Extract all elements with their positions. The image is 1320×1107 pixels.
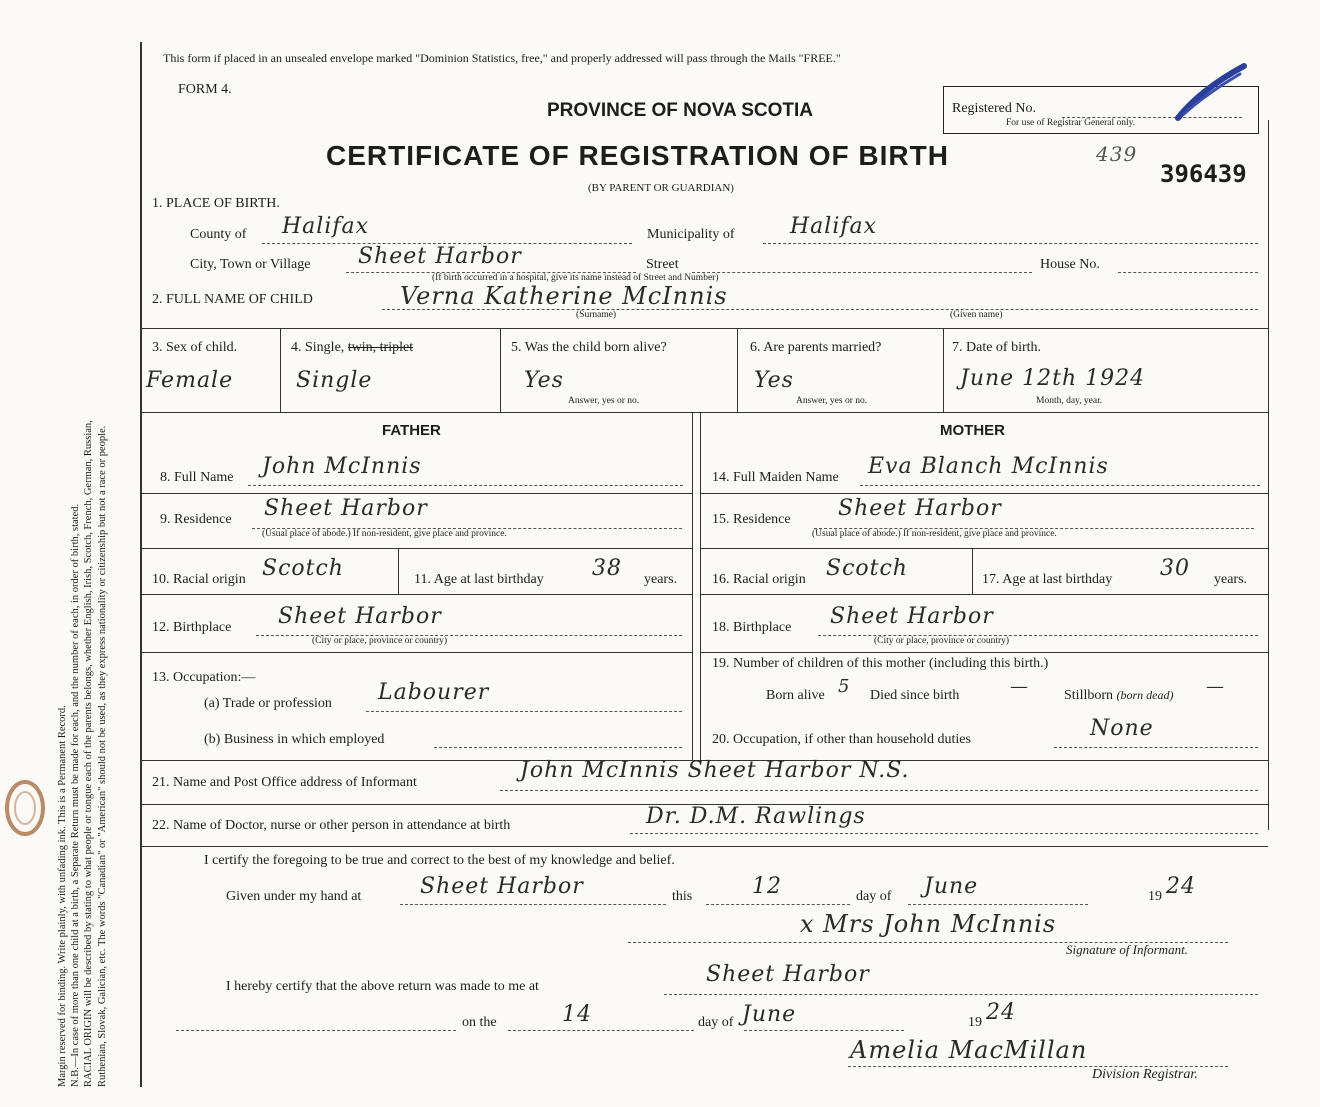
reg-year-prefix: 19 bbox=[968, 1015, 982, 1030]
mother-birthplace-value: Sheet Harbor bbox=[830, 604, 994, 629]
registered-note: For use of Registrar General only. bbox=[1006, 118, 1136, 128]
father-birthplace-note: (City or place, province or country) bbox=[312, 636, 448, 646]
informant-value: John McInnis Sheet Harbor N.S. bbox=[520, 758, 910, 783]
born-alive-count-value: 5 bbox=[838, 676, 851, 697]
parents-married-value: Yes bbox=[754, 368, 794, 393]
mother-residence-label: 15. Residence bbox=[712, 512, 791, 527]
father-age-value: 38 bbox=[592, 556, 622, 581]
father-age-label: 11. Age at last birthday bbox=[414, 572, 544, 587]
died-since-birth-value: — bbox=[1010, 676, 1029, 697]
doctor-label: 22. Name of Doctor, nurse or other person in attendance at birth bbox=[152, 818, 511, 833]
trade-label: (a) Trade or profession bbox=[204, 696, 332, 711]
parents-married-label: 6. Are parents married? bbox=[750, 340, 882, 355]
single-label: 4. Single, twin, triplet bbox=[291, 340, 414, 355]
child-name-value: Verna Katherine McInnis bbox=[400, 282, 728, 310]
county-label: County of bbox=[190, 227, 247, 242]
mother-birthplace-note: (City or place, province or country) bbox=[874, 636, 1010, 646]
given-under-label: Given under my hand at bbox=[226, 889, 362, 904]
stillborn-value: — bbox=[1206, 676, 1225, 697]
children-count-label: 19. Number of children of this mother (including this birth.) bbox=[712, 656, 1049, 671]
informant-signature-label: Signature of Informant. bbox=[1066, 942, 1188, 957]
reg-day-of-label: day of bbox=[698, 1015, 734, 1030]
father-residence-note: (Usual place of abode.) If non-resident, give place and province. bbox=[262, 529, 507, 539]
surname-note: (Surname) bbox=[576, 310, 617, 320]
informant-label: 21. Name and Post Office address of Informant bbox=[152, 775, 417, 790]
sex-value: Female bbox=[146, 368, 234, 393]
mother-residence-note: (Usual place of abode.) If non-resident, give place and province. bbox=[812, 529, 1057, 539]
form-number: FORM 4. bbox=[178, 82, 232, 97]
registrar-title: Division Registrar. bbox=[1092, 1067, 1198, 1082]
registrar-statement: I hereby certify that the above return was made to me at bbox=[226, 979, 539, 994]
mother-residence-value: Sheet Harbor bbox=[838, 496, 1002, 521]
trade-value: Labourer bbox=[378, 680, 490, 705]
cert-day-of-label: day of bbox=[856, 889, 892, 904]
postal-note: This form if placed in an unsealed envelope marked "Dominion Statistics, free," and properly addressed will pass through the Mails "FREE." bbox=[163, 51, 841, 65]
given-place-value: Sheet Harbor bbox=[420, 874, 584, 899]
cert-day-value: 12 bbox=[752, 874, 782, 899]
father-heading: FATHER bbox=[382, 422, 441, 439]
cert-year-value: 24 bbox=[1166, 874, 1196, 899]
stamp-small-number: 439 bbox=[1096, 142, 1138, 166]
county-value: Halifax bbox=[282, 214, 370, 239]
margin-line: Ruthenian, Slovak, Galician, etc. The words "Canadian" or "American" should not be used, as they express nationality or citizenship but not a race or people. bbox=[96, 425, 108, 1087]
mother-heading: MOTHER bbox=[940, 422, 1005, 439]
reg-year-value: 24 bbox=[986, 1000, 1016, 1025]
mother-age-unit: years. bbox=[1214, 572, 1248, 587]
place-of-birth-label: 1. PLACE OF BIRTH. bbox=[152, 196, 280, 211]
street-label: Street bbox=[646, 257, 679, 272]
margin-notes bbox=[56, 47, 109, 1087]
born-alive-value: Yes bbox=[524, 368, 564, 393]
parents-married-note: Answer, yes or no. bbox=[796, 396, 868, 406]
stamp-number: 396439 bbox=[1160, 160, 1247, 188]
father-residence-value: Sheet Harbor bbox=[264, 496, 428, 521]
mother-name-label: 14. Full Maiden Name bbox=[712, 470, 839, 485]
born-alive-note: Answer, yes or no. bbox=[568, 396, 640, 406]
mother-occupation-value: None bbox=[1090, 716, 1154, 741]
date-of-birth-value: June 12th 1924 bbox=[960, 366, 1146, 391]
mother-racial-value: Scotch bbox=[826, 556, 908, 581]
father-birthplace-value: Sheet Harbor bbox=[278, 604, 442, 629]
reg-day-value: 14 bbox=[562, 1002, 592, 1027]
mother-age-value: 30 bbox=[1160, 556, 1190, 581]
reg-month-value: June bbox=[742, 1002, 797, 1027]
house-no-label: House No. bbox=[1040, 257, 1100, 272]
mother-occupation-label: 20. Occupation, if other than household duties bbox=[712, 732, 971, 747]
doctor-value: Dr. D.M. Rawlings bbox=[646, 804, 866, 829]
date-of-birth-note: Month, day, year. bbox=[1036, 396, 1103, 406]
date-of-birth-label: 7. Date of birth. bbox=[952, 340, 1042, 355]
single-value: Single bbox=[296, 368, 373, 393]
this-label: this bbox=[672, 889, 693, 904]
hospital-note: (If birth occurred in a hospital, give its name instead of Street and Number) bbox=[432, 273, 719, 283]
registrar-place-value: Sheet Harbor bbox=[706, 962, 870, 987]
registered-label: Registered No. bbox=[952, 101, 1036, 116]
city-value: Sheet Harbor bbox=[358, 244, 522, 269]
margin-line: Margin reserved for binding. Write plainly, with unfading ink. This is a Permanent Record. bbox=[57, 705, 68, 1087]
rust-stain bbox=[0, 770, 70, 850]
born-alive-label: 5. Was the child born alive? bbox=[511, 340, 667, 355]
father-name-label: 8. Full Name bbox=[160, 470, 234, 485]
cert-month-value: June bbox=[924, 874, 979, 899]
sex-label: 3. Sex of child. bbox=[152, 340, 238, 355]
registrar-signature: Amelia MacMillan bbox=[850, 1036, 1088, 1064]
died-since-birth-label: Died since birth bbox=[870, 688, 960, 703]
child-name-label: 2. FULL NAME OF CHILD bbox=[152, 292, 313, 307]
municipality-value: Halifax bbox=[790, 214, 878, 239]
occupation-label: 13. Occupation:— bbox=[152, 670, 256, 685]
father-residence-label: 9. Residence bbox=[160, 512, 232, 527]
stillborn-label: Stillborn (born dead) bbox=[1064, 688, 1174, 703]
mother-name-value: Eva Blanch McInnis bbox=[868, 454, 1109, 479]
municipality-label: Municipality of bbox=[647, 227, 735, 242]
margin-line: RACIAL ORIGIN will be described by stating to what people or tongue each of the parents belongs, whether English, Irish, Scotch, French, German, Russian, bbox=[83, 420, 95, 1087]
born-alive-count-label: Born alive bbox=[766, 688, 825, 703]
certify-statement: I certify the foregoing to be true and correct to the best of my knowledge and belief. bbox=[204, 853, 675, 868]
informant-signature: x Mrs John McInnis bbox=[800, 910, 1057, 938]
father-racial-value: Scotch bbox=[262, 556, 344, 581]
page-title: CERTIFICATE OF REGISTRATION OF BIRTH bbox=[326, 140, 949, 171]
mother-birthplace-label: 18. Birthplace bbox=[712, 620, 792, 635]
page-subtitle: (BY PARENT OR GUARDIAN) bbox=[588, 182, 734, 194]
father-racial-label: 10. Racial origin bbox=[152, 572, 246, 587]
mother-age-label: 17. Age at last birthday bbox=[982, 572, 1113, 587]
on-the-label: on the bbox=[462, 1015, 497, 1030]
blue-pencil-mark bbox=[1170, 60, 1250, 130]
given-name-note: (Given name) bbox=[950, 310, 1003, 320]
form-right-border bbox=[1268, 120, 1269, 830]
city-label: City, Town or Village bbox=[190, 257, 311, 272]
form-left-border bbox=[140, 42, 142, 1087]
business-label: (b) Business in which employed bbox=[204, 732, 385, 747]
father-age-unit: years. bbox=[644, 572, 678, 587]
father-birthplace-label: 12. Birthplace bbox=[152, 620, 232, 635]
father-name-value: John McInnis bbox=[262, 454, 422, 479]
province-heading: PROVINCE OF NOVA SCOTIA bbox=[547, 100, 814, 121]
margin-line: N.B.—In case of more than one child at a birth, a Separate Return must be made for each, and the number of each, in order of birth, stated. bbox=[70, 503, 82, 1087]
mother-racial-label: 16. Racial origin bbox=[712, 572, 806, 587]
cert-year-prefix: 19 bbox=[1148, 889, 1162, 904]
